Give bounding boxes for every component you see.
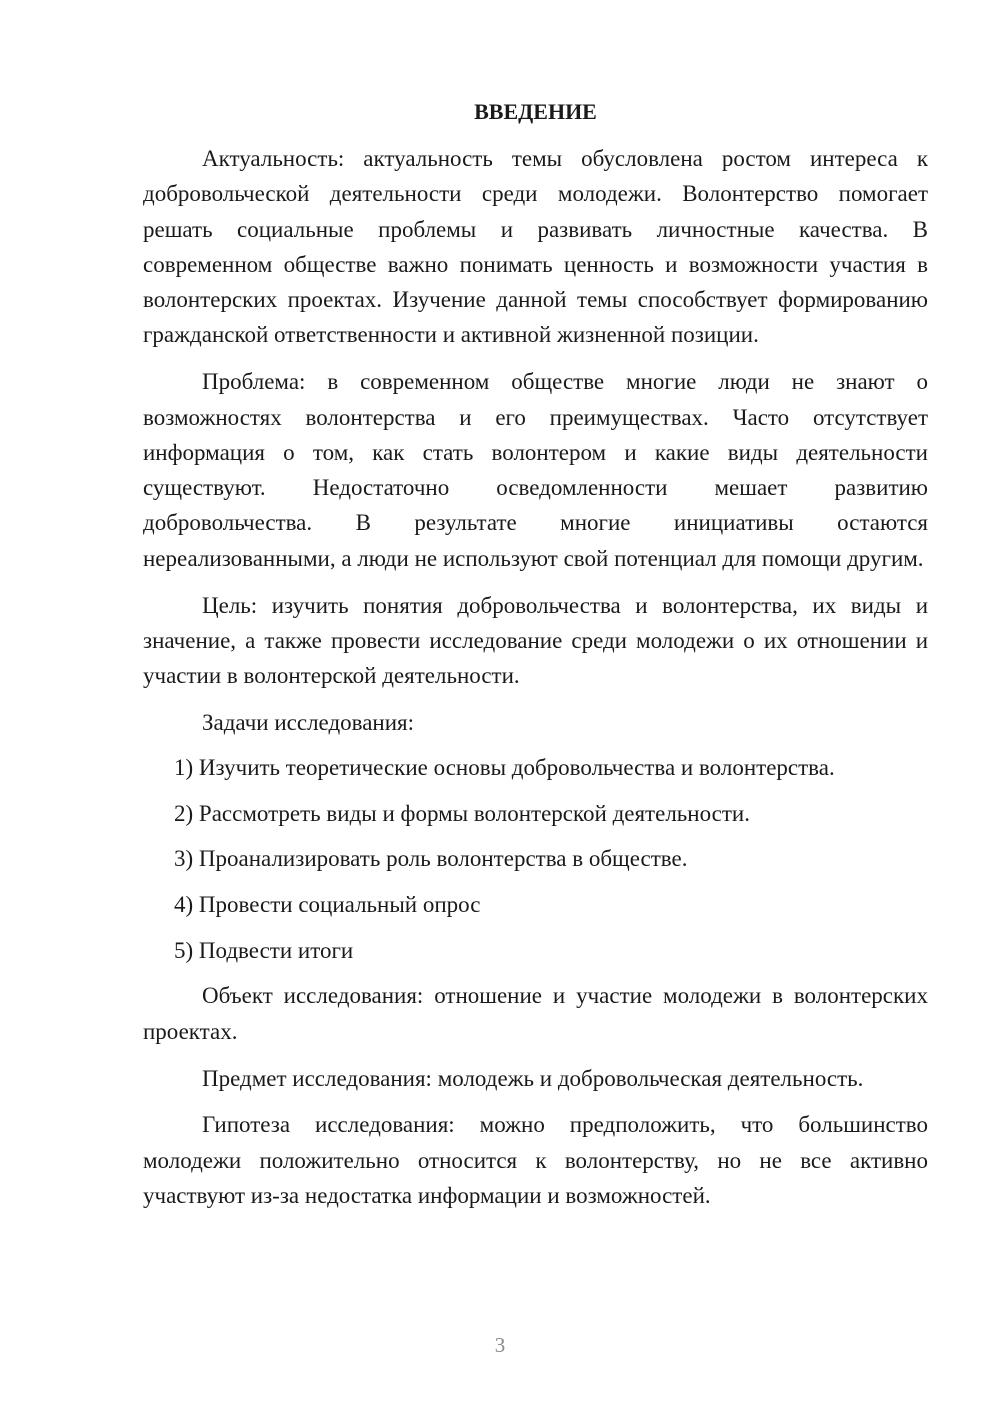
task-list xyxy=(143,750,928,968)
task-item-2: 2) Рассмотреть виды и формы волонтерской деятельности. xyxy=(174,800,750,826)
tasks-heading: Задачи исследования: xyxy=(202,709,415,735)
paragraph-subject: Предмет исследования: молодежь и добровольческая деятельность. xyxy=(202,1065,864,1091)
task-item-5: 5) Подвести итоги xyxy=(174,937,354,963)
page-number: 3 xyxy=(494,1333,506,1357)
paragraph-actuality: Актуальность: актуальность темы обусловлена ростом интереса к добровольческой деятельности среди молодежи. Волонтерство помогает решать социальные проблемы и развивать личностные качества. В современном обществе важно понимать ценность и возможности участия в волонтерских проектах. Изучение данной темы способствует формированию гражданской ответственности и активной жизненной позиции. xyxy=(143,146,928,348)
task-item-4: 4) Провести социальный опрос xyxy=(174,892,481,918)
document-page xyxy=(143,94,928,1225)
paragraph-object: Объект исследования: отношение и участие молодежи в волонтерских проектах. xyxy=(143,983,928,1044)
task-item-3: 3) Проанализировать роль волонтерства в обществе. xyxy=(174,846,688,872)
paragraph-problem: Проблема: в современном обществе многие люди не знают о возможностях волонтерства и его преимуществах. Часто отсутствует информация о том, как стать волонтером и какие виды деятельности существуют. Недостаточно осведомленности мешает развитию добровольчества. В результате многие инициативы остаются нереализованными, а люди не используют свой потенциал для помощи другим. xyxy=(143,369,928,571)
task-item-1: 1) Изучить теоретические основы добровольчества и волонтерства. xyxy=(174,755,835,781)
paragraph-goal: Цель: изучить понятия добровольчества и волонтерства, их виды и значение, а также провести исследование среди молодежи о их отношении и участии в волонтерской деятельности. xyxy=(143,592,928,689)
paragraph-hypothesis: Гипотеза исследования: можно предположить, что большинство молодежи положительно относится к волонтерству, но не все активно участвуют из-за недостатка информации и возможностей. xyxy=(143,1112,928,1208)
page-title: ВВЕДЕНИЕ xyxy=(474,99,597,124)
